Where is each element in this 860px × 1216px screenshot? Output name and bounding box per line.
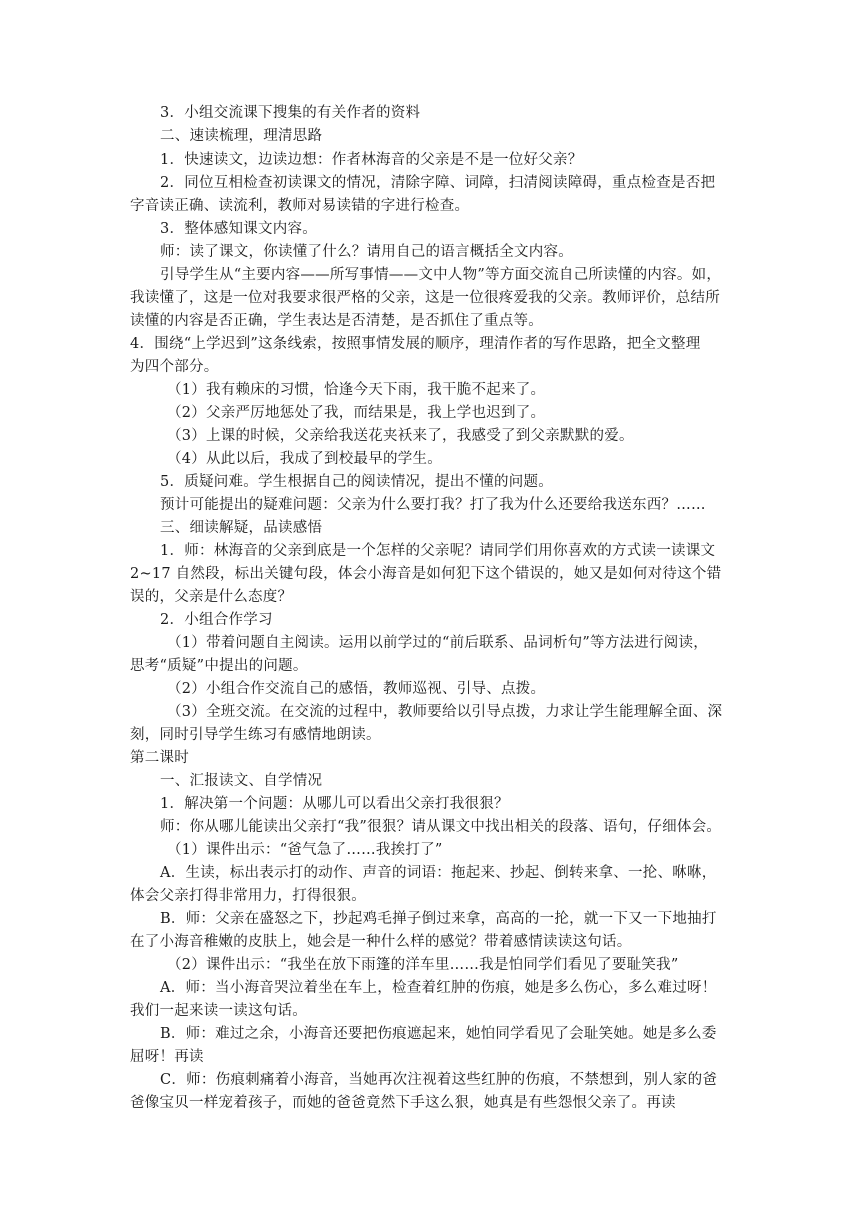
text-line: 2．同位互相检查初读课文的情况，清除字障、词障，扫清阅读障碍，重点检查是否把 [160, 175, 716, 191]
text-line: 刻，同时引导学生练习有感情地朗读。 [130, 727, 381, 743]
text-line: 师：读了课文，你读懂了什么？请用自己的语言概括全文内容。 [160, 244, 573, 260]
text-line: 为四个部分。 [130, 359, 219, 375]
text-line: 4．围绕“上学迟到”这条线索，按照事情发展的顺序，理清作者的写作思路，把全文整理 [130, 336, 701, 352]
text-line: 读懂的内容是否正确，学生表达是否清楚，是否抓住了重点等。 [130, 313, 543, 329]
text-line: 在了小海音稚嫩的皮肤上，她会是一种什么样的感觉？带着感情读读这句话。 [130, 934, 632, 950]
text-line: 我们一起来读一读这句话。 [130, 1003, 307, 1019]
text-line: 1．师：林海音的父亲到底是一个怎样的父亲呢？请同学们用你喜欢的方式读一读课文 [160, 543, 716, 559]
text-line: B．师：父亲在盛怒之下，抄起鸡毛掸子倒过来拿，高高的一抡，就一下又一下地抽打 [160, 911, 717, 927]
text-line: 1．解决第一个问题：从哪儿可以看出父亲打我很狠？ [160, 796, 509, 812]
text-line: 师：你从哪儿能读出父亲打“我”很狠？请从课文中找出相关的段落、语句，仔细体会。 [160, 819, 722, 835]
text-line: （3）全班交流。在交流的过程中，教师要给以引导点拨，力求让学生能理解全面、深 [167, 704, 723, 720]
text-line: 引导学生从“主要内容——所写事情——文中人物”等方面交流自己所读懂的内容。如， [160, 267, 722, 283]
text-line: （2）父亲严厉地惩处了我，而结果是，我上学也迟到了。 [167, 405, 546, 421]
text-line: 5．质疑问难。学生根据自己的阅读情况，提出不懂的问题。 [160, 474, 553, 490]
text-line: 体会父亲打得非常用力，打得很狠。 [130, 888, 366, 904]
text-line: （2）小组合作交流自己的感悟，教师巡视、引导、点拨。 [167, 681, 546, 697]
text-line: （4）从此以后，我成了到校最早的学生。 [167, 451, 442, 467]
section-heading: 二、速读梳理，理清思路 [160, 128, 323, 144]
text-line: 爸像宝贝一样宠着孩子，而她的爸爸竟然下手这么狠，她真是有些怨恨父亲了。再读 [130, 1095, 676, 1111]
text-line: C．师：伤痕刺痛着小海音，当她再次注视着这些红肿的伤痕，不禁想到，别人家的爸 [160, 1072, 718, 1088]
text-line: A．师：当小海音哭泣着坐在车上，检查着红肿的伤痕，她是多么伤心，多么难过呀！ [160, 980, 717, 996]
section-heading: 一、汇报读文、自学情况 [160, 773, 323, 789]
text-line: （3）上课的时候，父亲给我送花夹袄来了，我感受了到父亲默默的爱。 [167, 428, 634, 444]
lesson-heading: 第二课时 [130, 750, 189, 766]
text-line: 思考“质疑”中提出的问题。 [130, 658, 308, 674]
text-line: 3．小组交流课下搜集的有关作者的资料 [160, 105, 421, 121]
text-line: A．生读，标出表示打的动作、声音的词语：拖起来、抄起、倒转来拿、一抡、咻咻， [160, 865, 717, 881]
text-line: 3．整体感知课文内容。 [160, 221, 317, 237]
text-line: B．师：难过之余，小海音还要把伤痕遮起来，她怕同学看见了会耻笑她。她是多么委 [160, 1026, 717, 1042]
text-line: 误的，父亲是什么态度？ [130, 589, 293, 605]
text-line: 屈呀！再读 [130, 1049, 204, 1065]
text-line: （2）课件出示：“我坐在放下雨篷的洋车里……我是怕同学们看见了要耻笑我” [167, 957, 679, 973]
text-line: （1）课件出示：“爸气急了……我挨打了” [167, 842, 443, 858]
text-line: 2~17 自然段，标出关键句段，体会小海音是如何犯下这个错误的，她又是如何对待这个错 [130, 566, 722, 582]
text-line: 预计可能提出的疑难问题：父亲为什么要打我？打了我为什么还要给我送东西？…… [160, 497, 706, 513]
text-line: 2．小组合作学习 [160, 612, 273, 628]
text-line: （1）我有赖床的习惯，恰逢今天下雨，我干脆不起来了。 [167, 382, 546, 398]
text-line: 我读懂了，这是一位对我要求很严格的父亲，这是一位很疼爱我的父亲。教师评价，总结所 [130, 290, 720, 306]
text-line: 字音读正确、读流利，教师对易读错的字进行检查。 [130, 198, 470, 214]
text-line: （1）带着问题自主阅读。运用以前学过的“前后联系、品词析句”等方法进行阅读， [167, 635, 709, 651]
section-heading: 三、细读解疑，品读感悟 [160, 520, 323, 536]
text-line: 1．快速读文，边读边想：作者林海音的父亲是不是一位好父亲？ [160, 152, 583, 168]
